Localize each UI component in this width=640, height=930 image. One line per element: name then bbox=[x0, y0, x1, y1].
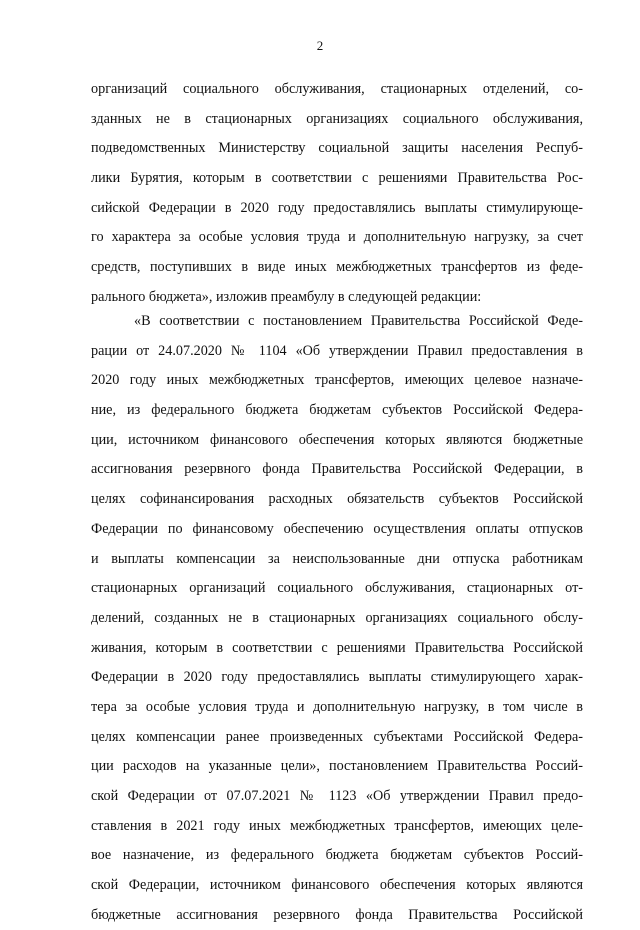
paragraph-1 bbox=[91, 75, 583, 313]
text-line: ассигнования резервного фонда Правительства Российской Федерации, в bbox=[91, 461, 583, 478]
text-line: тера за особые условия труда и дополнительную нагрузку, в том числе в bbox=[91, 698, 583, 715]
text-line: средств, поступивших в виде иных межбюджетных трансфертов из феде- bbox=[91, 259, 583, 276]
page-number: 2 bbox=[316, 38, 324, 53]
text-line: «В соответствии с постановлением Правительства Российской Феде- bbox=[134, 313, 583, 329]
text-line: ставления в 2021 году иных межбюджетных трансфертов, имеющих целе- bbox=[91, 817, 583, 834]
text-line: и выплаты компенсации за неиспользованные дни отпуска работникам bbox=[91, 550, 583, 567]
text-line: лики Бурятия, которым в соответствии с решениями Правительства Рос- bbox=[91, 170, 583, 187]
text-line: Федерации в 2020 году предоставлялись выплаты стимулирующего харак- bbox=[91, 669, 583, 686]
text-line: организаций социального обслуживания, стационарных отделений, со- bbox=[91, 81, 583, 97]
text-line: живания, которым в соответствии с решениями Правительства Российской bbox=[91, 639, 583, 656]
text-line: зданных не в стационарных организациях социального обслуживания, bbox=[91, 110, 583, 127]
text-line: стационарных организаций социального обслуживания, стационарных от- bbox=[91, 580, 583, 597]
text-line: ции расходов на указанные цели», постановлением Правительства Россий- bbox=[91, 758, 583, 775]
text-line: ской Федерации, источником финансового обеспечения которых являются bbox=[91, 877, 583, 894]
text-line: 2020 году иных межбюджетных трансфертов, имеющих целевое назначе- bbox=[91, 372, 583, 389]
text-line: рации от 24.07.2020 № 1104 «Об утверждении Правил предоставления в bbox=[91, 342, 583, 359]
text-line: вое назначение, из федерального бюджета бюджетам субъектов Россий- bbox=[91, 847, 583, 864]
text-line: Федерации по финансовому обеспечению осуществления оплаты отпусков bbox=[91, 520, 583, 537]
text-line: бюджетные ассигнования резервного фонда Правительства Российской bbox=[91, 906, 583, 923]
text-line: ции, источником финансового обеспечения которых являются бюджетные bbox=[91, 431, 583, 448]
text-line: го характера за особые условия труда и дополнительную нагрузку, за счет bbox=[91, 229, 583, 246]
paragraph-2 bbox=[91, 307, 583, 930]
text-line: целях компенсации ранее произведенных субъектами Российской Федера- bbox=[91, 728, 583, 745]
text-line: делений, созданных не в стационарных организациях социального обслу- bbox=[91, 609, 583, 626]
text-line: сийской Федерации в 2020 году предоставлялись выплаты стимулирующе- bbox=[91, 199, 583, 216]
text-line: ние, из федерального бюджета бюджетам субъектов Российской Федера- bbox=[91, 402, 583, 419]
text-line: целях софинансирования расходных обязательств субъектов Российской bbox=[91, 491, 583, 508]
text-line: подведомственных Министерству социальной защиты населения Респуб- bbox=[91, 140, 583, 157]
text-line: рального бюджета», изложив преамбулу в следующей редакции: bbox=[91, 288, 482, 305]
text-line: ской Федерации от 07.07.2021 № 1123 «Об утверждении Правил предо- bbox=[91, 788, 583, 804]
